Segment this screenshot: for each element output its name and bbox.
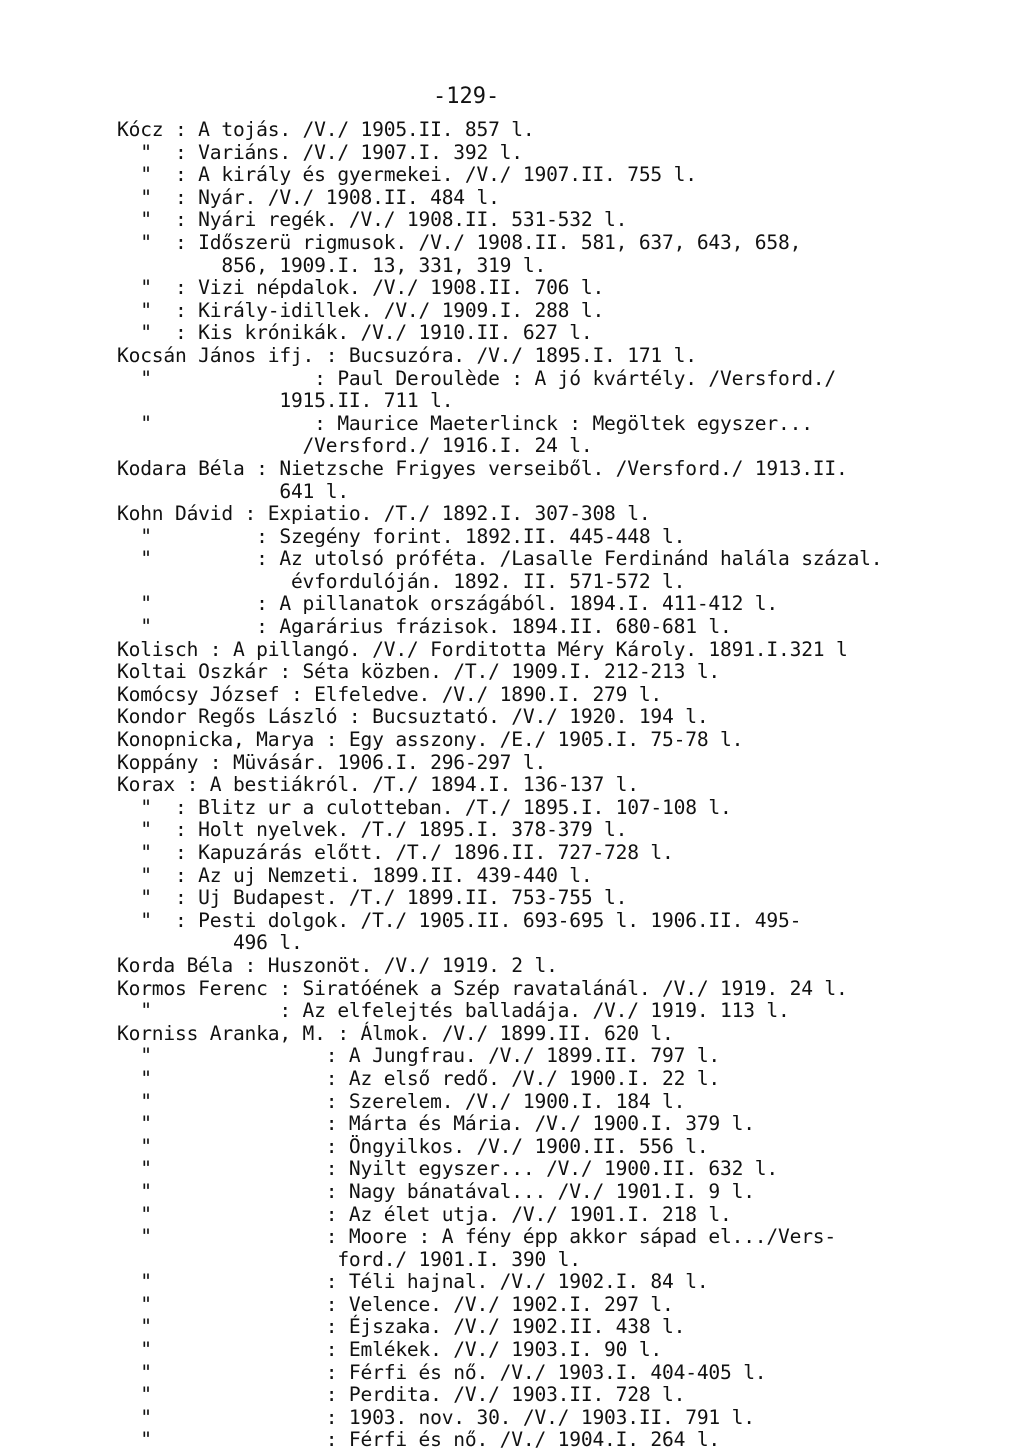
- entry-line: Korniss Aranka, M. : Álmok. /V./ 1899.II. 620 l.: [117, 1021, 674, 1045]
- entry-line: " : Kis krónikák. /V./ 1910.II. 627 l.: [117, 321, 593, 345]
- entry-line: " : Nyár. /V./ 1908.II. 484 l.: [117, 185, 500, 209]
- entry-line: Kohn Dávid : Expiatio. /T./ 1892.I. 307-308 l.: [117, 502, 651, 526]
- entry-line: 641 l.: [117, 479, 349, 503]
- entry-line: " : Az elfelejtés balladája. /V./ 1919. 113 l.: [117, 999, 790, 1023]
- entry-line: " : Vizi népdalok. /V./ 1908.II. 706 l.: [117, 276, 605, 300]
- entry-line: " : Nagy bánatával... /V./ 1901.I. 9 l.: [117, 1179, 755, 1203]
- page-number: -129-: [433, 84, 500, 109]
- entry-line: " : 1903. nov. 30. /V./ 1903.II. 791 l.: [117, 1405, 755, 1429]
- entry-line: " : Éjszaka. /V./ 1902.II. 438 l.: [117, 1315, 686, 1339]
- entry-line: Komócsy József : Elfeledve. /V./ 1890.I. 279 l.: [117, 682, 663, 706]
- entry-line: ford./ 1901.I. 390 l.: [117, 1247, 581, 1271]
- entry-line: " : Az élet utja. /V./ 1901.I. 218 l.: [117, 1202, 732, 1226]
- entry-line: Kócz : A tojás. /V./ 1905.II. 857 l.: [117, 118, 535, 141]
- entry-line: 496 l.: [117, 931, 303, 955]
- entry-line: Kodara Béla : Nietzsche Frigyes verseiből. /Versford./ 1913.II.: [117, 456, 848, 480]
- entry-line: /Versford./ 1916.I. 24 l.: [117, 434, 593, 458]
- entry-line: " : A pillanatok országából. 1894.I. 411-412 l.: [117, 592, 778, 616]
- entry-line: " : Paul Deroulède : A jó kvártély. /Versford./: [117, 366, 836, 390]
- entry-line: " : A Jungfrau. /V./ 1899.II. 797 l.: [117, 1044, 721, 1068]
- entry-line: " : Velence. /V./ 1902.I. 297 l.: [117, 1292, 674, 1316]
- entry-line: " : Férfi és nő. /V./ 1903.I. 404-405 l.: [117, 1360, 767, 1384]
- entry-line: " : A király és gyermekei. /V./ 1907.II. 755 l.: [117, 163, 697, 187]
- entry-line: " : Öngyilkos. /V./ 1900.II. 556 l.: [117, 1134, 709, 1158]
- entry-line: " : Az uj Nemzeti. 1899.II. 439-440 l.: [117, 863, 593, 887]
- entry-line: " : Holt nyelvek. /T./ 1895.I. 378-379 l.: [117, 818, 628, 842]
- entry-line: " : Uj Budapest. /T./ 1899.II. 753-755 l.: [117, 886, 628, 910]
- entry-line: " : Szerelem. /V./ 1900.I. 184 l.: [117, 1089, 686, 1113]
- entry-line: Korda Béla : Huszonöt. /V./ 1919. 2 l.: [117, 953, 558, 977]
- entry-line: évfordulóján. 1892. II. 571-572 l.: [117, 569, 686, 593]
- entry-line: Kolisch : A pillangó. /V./ Forditotta Méry Károly. 1891.I.321 l: [117, 637, 848, 661]
- entry-line: " : Szegény forint. 1892.II. 445-448 l.: [117, 524, 686, 548]
- entry-line: Kormos Ferenc : Siratóének a Szép ravatalánál. /V./ 1919. 24 l.: [117, 976, 848, 1000]
- entry-line: " : Kapuzárás előtt. /T./ 1896.II. 727-728 l.: [117, 841, 674, 864]
- entry-line: " : Moore : A fény épp akkor sápad el.../Vers-: [117, 1225, 836, 1249]
- entry-line: Kondor Regős László : Bucsuztató. /V./ 1920. 194 l.: [117, 705, 709, 729]
- entry-line: " : Maurice Maeterlinck : Megöltek egyszer...: [117, 411, 813, 435]
- bibliography-entries: [117, 119, 997, 1452]
- entry-line: Korax : A bestiákról. /T./ 1894.I. 136-137 l.: [117, 773, 639, 797]
- entry-line: " : Nyári regék. /V./ 1908.II. 531-532 l.: [117, 208, 628, 232]
- entry-line: 1915.II. 711 l.: [117, 389, 454, 413]
- entry-line: " : Pesti dolgok. /T./ 1905.II. 693-695 l. 1906.II. 495-: [117, 908, 802, 932]
- entry-line: Koppány : Müvásár. 1906.I. 296-297 l.: [117, 750, 547, 774]
- entry-line: " : Agarárius frázisok. 1894.II. 680-681 l.: [117, 615, 732, 639]
- entry-line: " : Emlékek. /V./ 1903.I. 90 l.: [117, 1338, 663, 1362]
- entry-line: " : Márta és Mária. /V./ 1900.I. 379 l.: [117, 1112, 755, 1136]
- entry-line: 856, 1909.I. 13, 331, 319 l.: [117, 253, 547, 277]
- entry-line: " : Az első redő. /V./ 1900.I. 22 l.: [117, 1066, 721, 1090]
- entry-line: " : Perdita. /V./ 1903.II. 728 l.: [117, 1383, 686, 1407]
- entry-line: " : Férfi és nő. /V./ 1904.I. 264 l.: [117, 1428, 721, 1452]
- entry-line: " : Variáns. /V./ 1907.I. 392 l.: [117, 140, 523, 164]
- entry-line: " : Király-idillek. /V./ 1909.I. 288 l.: [117, 298, 605, 322]
- entry-line: " : Az utolsó próféta. /Lasalle Ferdinánd halála százal.: [117, 547, 883, 571]
- entry-line: " : Blitz ur a culotteban. /T./ 1895.I. 107-108 l.: [117, 795, 732, 819]
- entry-line: Konopnicka, Marya : Egy asszony. /E./ 1905.I. 75-78 l.: [117, 728, 744, 752]
- entry-line: " : Időszerü rigmusok. /V./ 1908.II. 581, 637, 643, 658,: [117, 230, 802, 254]
- entry-line: " : Téli hajnal. /V./ 1902.I. 84 l.: [117, 1270, 709, 1294]
- entry-line: Koltai Oszkár : Séta közben. /T./ 1909.I. 212-213 l.: [117, 660, 721, 684]
- entry-line: Kocsán János ifj. : Bucsuzóra. /V./ 1895.I. 171 l.: [117, 343, 697, 367]
- entry-line: " : Nyilt egyszer... /V./ 1900.II. 632 l.: [117, 1157, 778, 1181]
